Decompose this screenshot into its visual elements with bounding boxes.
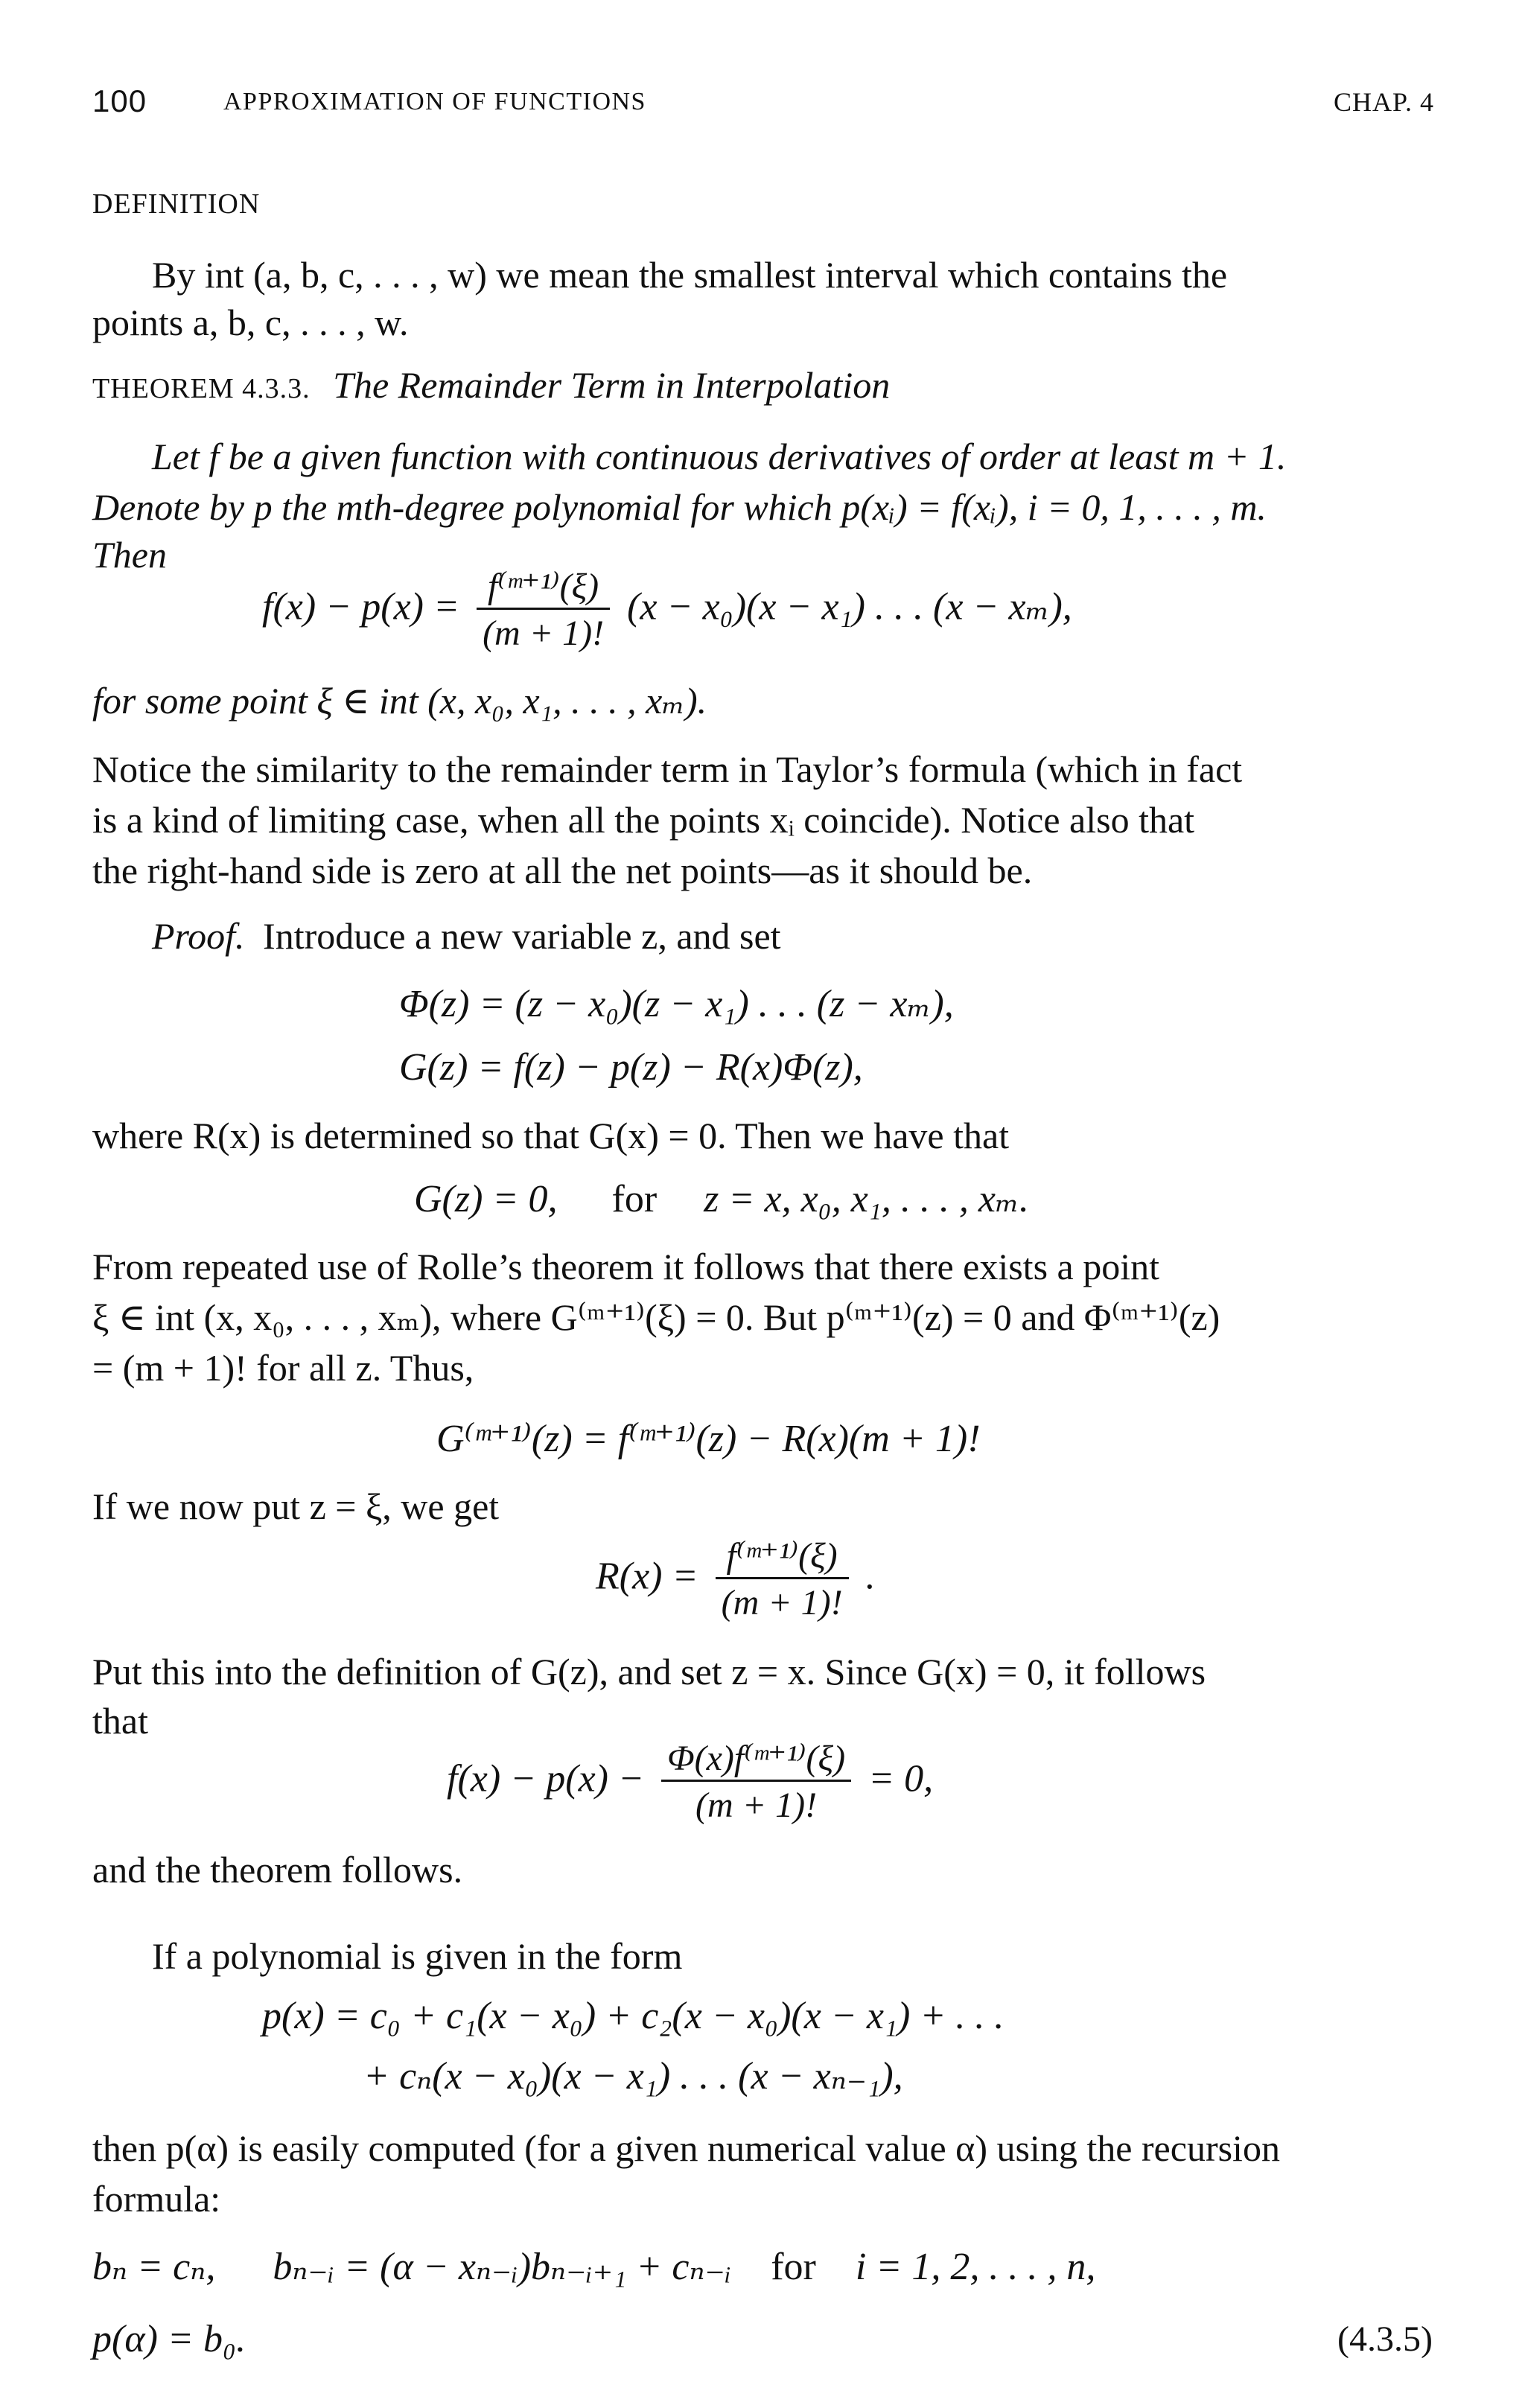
final-eq-rhs: = 0, <box>868 1757 934 1800</box>
theorem-title: The Remainder Term in Interpolation <box>333 364 891 406</box>
proof-intro-text: Introduce a new variable z, and set <box>263 915 781 957</box>
final-equation <box>447 1738 933 1826</box>
definition-line-1: By int (a, b, c, . . . , w) we mean the smallest interval which contains the <box>152 254 1228 296</box>
rolle-line-2: ξ ∈ int (x, x₀, . . . , xₘ), where G⁽ᵐ⁺¹⁾(ξ) = 0. But p⁽ᵐ⁺¹⁾(z) = 0 and Φ⁽ᵐ⁺¹⁾(z) <box>92 1296 1220 1338</box>
rolle-line-1: From repeated use of Rolle’s theorem it follows that there exists a point <box>92 1246 1160 1287</box>
definition-heading: DEFINITION <box>92 188 261 220</box>
g-zero-for: for <box>611 1178 658 1220</box>
polynomial-intro: If a polynomial is given in the form <box>152 1935 683 1977</box>
derivative-equation: G⁽ᵐ⁺¹⁾(z) = f⁽ᵐ⁺¹⁾(z) − R(x)(m + 1)! <box>436 1418 981 1460</box>
theorem-label: THEOREM 4.3.3. <box>92 373 311 404</box>
where-line: where R(x) is determined so that G(x) = 0. Then we have that <box>92 1115 1010 1156</box>
then-line-2: formula: <box>92 2178 221 2220</box>
proof-label: Proof. <box>152 915 245 957</box>
remainder-eq-numerator: f⁽ᵐ⁺¹⁾(ξ) <box>487 567 599 606</box>
g-zero-lhs: G(z) = 0, <box>414 1178 558 1220</box>
recursion-first: bₙ = cₙ, <box>92 2246 216 2288</box>
notice-line-1: Notice the similarity to the remainder term in Taylor’s formula (which in fact <box>92 748 1243 790</box>
rolle-line-3: = (m + 1)! for all z. Thus, <box>92 1347 474 1389</box>
remainder-eq-rhs: (x − x₀)(x − x₁) . . . (x − xₘ), <box>627 585 1072 628</box>
theorem-line-3: Then <box>92 534 167 576</box>
proof-conclusion: and the theorem follows. <box>92 1849 463 1891</box>
theorem-condition: for some point ξ ∈ int (x, x₀, x₁, . . . , xₘ). <box>92 680 707 722</box>
r-eq-end: . <box>865 1555 876 1598</box>
chapter-label: CHAP. 4 <box>1333 87 1434 117</box>
notice-line-2: is a kind of limiting case, when all the points xᵢ coincide). Notice also that <box>92 799 1195 841</box>
final-eq-numerator: Φ(x)f⁽ᵐ⁺¹⁾(ξ) <box>667 1739 846 1778</box>
put-definition-line-1: Put this into the definition of G(z), and set z = x. Since G(x) = 0, it follows <box>92 1651 1206 1692</box>
then-line-1: then p(α) is easily computed (for a given numerical value α) using the recursion <box>92 2127 1280 2169</box>
running-title: APPROXIMATION OF FUNCTIONS <box>223 88 646 115</box>
g-zero-list: z = x, x₀, x₁, . . . , xₘ. <box>704 1178 1029 1220</box>
remainder-eq-fraction <box>477 566 610 654</box>
theorem-heading <box>92 360 890 413</box>
g-zero-equation <box>414 1176 1029 1221</box>
final-eq-lhs: f(x) − p(x) − <box>447 1757 645 1800</box>
r-equation <box>596 1535 876 1624</box>
remainder-eq-lhs: f(x) − p(x) = <box>262 585 460 628</box>
recursion-range: i = 1, 2, . . . , n, <box>855 2246 1096 2288</box>
definition-line-2: points a, b, c, . . . , w. <box>92 302 409 343</box>
theorem-line-2: Denote by p the mth-degree polynomial for which p(xᵢ) = f(xᵢ), i = 0, 1, . . . , m. <box>92 486 1267 528</box>
remainder-equation <box>262 566 1072 654</box>
polynomial-eq-line-1: p(x) = c₀ + c₁(x − x₀) + c₂(x − x₀)(x − x₁) + . . . <box>262 1995 1005 2037</box>
recursion-for: for <box>771 2246 816 2288</box>
phi-equation: Φ(z) = (z − x₀)(z − x₁) . . . (z − xₘ), <box>399 983 954 1025</box>
recursion-general: bₙ₋ᵢ = (α − xₙ₋ᵢ)bₙ₋ᵢ₊₁ + cₙ₋ᵢ <box>273 2246 732 2288</box>
put-line: If we now put z = ξ, we get <box>92 1485 500 1527</box>
r-eq-lhs: R(x) = <box>596 1555 698 1598</box>
proof-intro <box>152 911 781 961</box>
polynomial-eq-line-2: + cₙ(x − x₀)(x − x₁) . . . (x − xₙ₋₁), <box>363 2055 903 2098</box>
r-eq-denominator: (m + 1)! <box>716 1577 849 1624</box>
recursion-formula <box>92 2244 1095 2289</box>
recursion-result: p(α) = b₀. <box>92 2318 246 2360</box>
put-definition-line-2: that <box>92 1700 148 1742</box>
final-eq-denominator: (m + 1)! <box>661 1780 851 1826</box>
remainder-eq-denominator: (m + 1)! <box>477 608 610 654</box>
r-eq-fraction <box>716 1535 849 1624</box>
equation-number: (4.3.5) <box>1337 2319 1433 2359</box>
final-eq-fraction <box>661 1738 851 1826</box>
r-eq-numerator: f⁽ᵐ⁺¹⁾(ξ) <box>726 1536 838 1576</box>
theorem-line-1: Let f be a given function with continuous derivatives of order at least m + 1. <box>152 436 1287 477</box>
notice-line-3: the right-hand side is zero at all the net points—as it should be. <box>92 850 1033 891</box>
g-equation: G(z) = f(z) − p(z) − R(x)Φ(z), <box>399 1046 863 1089</box>
page-number: 100 <box>92 83 147 118</box>
